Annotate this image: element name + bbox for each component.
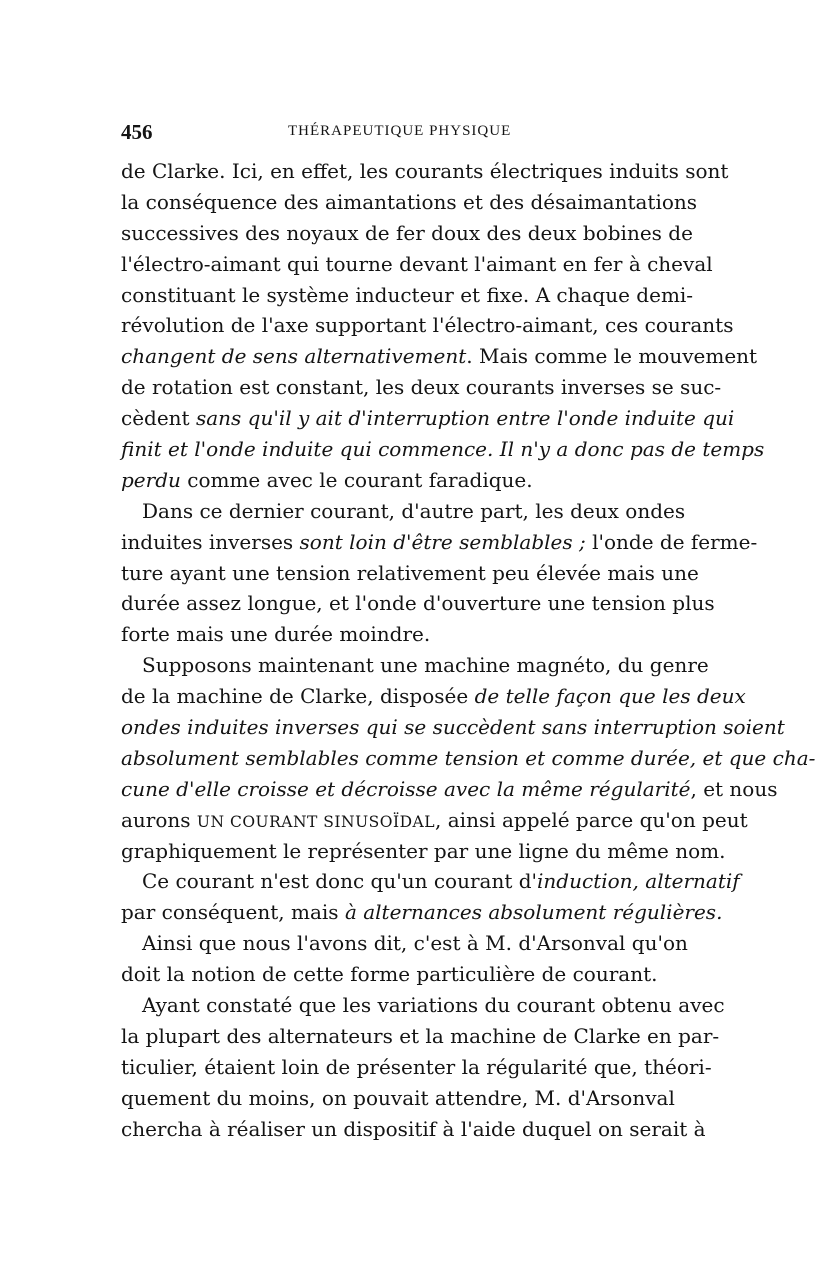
- text-line: l'électro-aimant qui tourne devant l'aimant en fer à cheval: [121, 251, 713, 276]
- text-line: [121, 774, 778, 805]
- page-header: [121, 120, 672, 144]
- text-line: chercha à réaliser un dispositif à l'aide duquel on serait à: [121, 1116, 706, 1141]
- text-line: [121, 403, 735, 434]
- text-line: [121, 527, 758, 558]
- italic-phrase: sans qu'il y ait d'interruption entre l'onde induite qui: [195, 406, 735, 431]
- text-line: ondes induites inverses qui se succèdent sans interruption soient: [121, 715, 785, 740]
- small-caps-phrase: UN COURANT SINUSOÏDAL: [196, 812, 436, 831]
- text-run: induites inverses: [121, 529, 300, 554]
- text-line: forte mais une durée moindre.: [121, 622, 431, 647]
- text-run: aurons: [121, 807, 197, 832]
- text-run: cèdent: [121, 406, 196, 431]
- text-line: quement du moins, on pouvait attendre, M. d'Arsonval: [121, 1085, 675, 1110]
- text-line: absolument semblables comme tension et comme durée, et que cha-: [121, 745, 815, 770]
- italic-phrase: perdu: [121, 467, 181, 492]
- text-run: , et nous: [690, 776, 778, 801]
- text-line: la conséquence des aimantations et des désaimantations: [121, 189, 698, 214]
- text-run: comme avec le courant faradique.: [180, 467, 533, 492]
- text-line: [121, 681, 746, 712]
- italic-phrase: changent de sens alternativement: [121, 344, 467, 369]
- text-line: ture ayant une tension relativement peu élevée mais une: [121, 560, 699, 585]
- text-line: la plupart des alternateurs et la machine de Clarke en par-: [121, 1023, 720, 1048]
- text-line: durée assez longue, et l'onde d'ouverture une tension plus: [121, 591, 715, 616]
- text-line: de rotation est constant, les deux courants inverses se suc-: [121, 375, 722, 400]
- italic-phrase: à alternances absolument régulières.: [344, 900, 723, 925]
- text-line: finit et l'onde induite qui commence. Il n'y a donc pas de temps: [121, 437, 765, 462]
- text-line: [121, 805, 748, 836]
- text-line: [121, 465, 672, 496]
- text-line: Supposons maintenant une machine magnéto, du genre: [142, 653, 709, 678]
- italic-phrase: de telle façon que les deux: [474, 684, 746, 709]
- text-line: doit la notion de cette forme particulière de courant.: [121, 962, 658, 987]
- page-number: 456: [121, 120, 153, 144]
- text-run: . Mais comme le mouvement: [466, 344, 758, 369]
- text-line: Ainsi que nous l'avons dit, c'est à M. d'Arsonval qu'on: [142, 931, 688, 956]
- text-line: révolution de l'axe supportant l'électro-aimant, ces courants: [121, 313, 734, 338]
- italic-phrase: induction, alternatif: [537, 869, 740, 894]
- text-line: [121, 341, 758, 372]
- text-line: Dans ce dernier courant, d'autre part, les deux ondes: [142, 498, 686, 523]
- text-line: [121, 897, 723, 928]
- text-line: constituant le système inducteur et fixe. A chaque demi-: [121, 282, 694, 307]
- text-run: par conséquent, mais: [121, 900, 345, 925]
- text-line: [121, 866, 740, 897]
- text-line: successives des noyaux de fer doux des deux bobines de: [121, 220, 693, 245]
- text-run: l'onde de ferme-: [585, 529, 758, 554]
- text-line: de Clarke. Ici, en effet, les courants électriques induits sont: [121, 159, 729, 183]
- text-run: , ainsi appelé parce qu'on peut: [435, 807, 748, 832]
- italic-phrase: cune d'elle croisse et décroisse avec la même régularité: [121, 776, 691, 801]
- italic-phrase: sont loin d'être semblables ;: [299, 529, 586, 554]
- text-run: de la machine de Clarke, disposée: [121, 684, 475, 709]
- running-title: THÉRAPEUTIQUE PHYSIQUE: [288, 123, 512, 139]
- text-line: ticulier, étaient loin de présenter la régularité que, théori-: [121, 1054, 712, 1079]
- text-line: Ayant constaté que les variations du courant obtenu avec: [142, 993, 725, 1018]
- text-line: graphiquement le représenter par une ligne du même nom.: [121, 838, 726, 863]
- body-text: [121, 156, 815, 1145]
- text-run: Ce courant n'est donc qu'un courant d': [142, 869, 538, 894]
